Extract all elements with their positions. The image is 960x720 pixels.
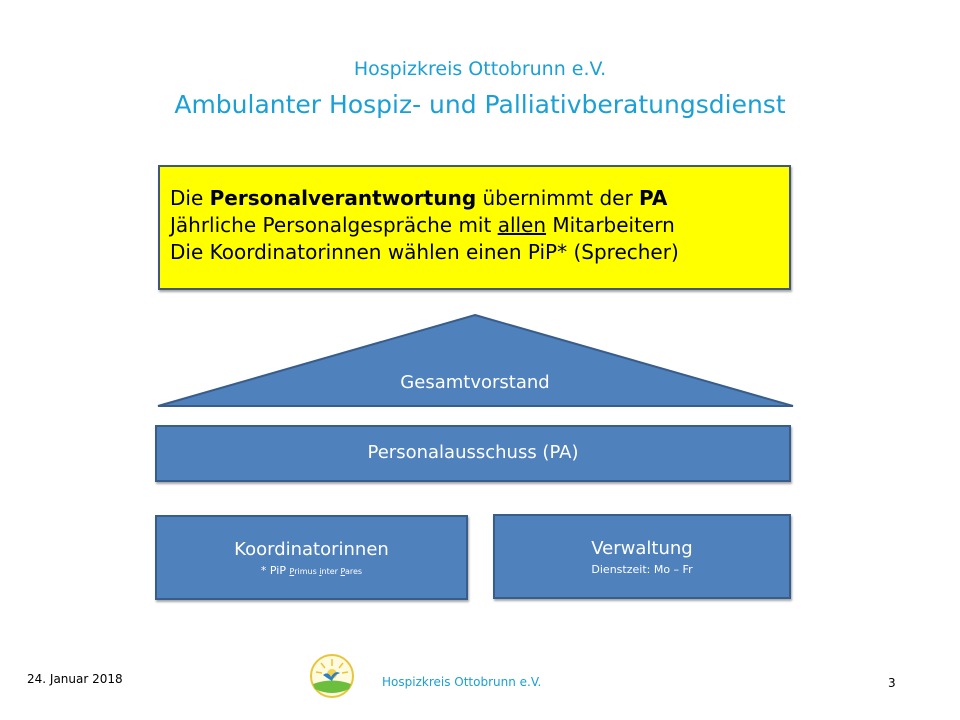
footer-org: Hospizkreis Ottobrunn e.V. [382,675,542,689]
footer-date: 24. Januar 2018 [27,672,123,686]
hospice-logo-icon [309,653,355,699]
page-number: 3 [888,676,896,690]
personalausschuss-label: Personalausschuss (PA) [367,442,579,463]
gesamtvorstand-roof [155,312,797,412]
koordinatorinnen-title: Koordinatorinnen [234,539,389,560]
pip-ares: ares [344,567,363,576]
pip-label: * PiP [260,564,290,577]
note-line-1-bold: Personalverantwortung [209,186,477,210]
personalausschuss-box [155,425,791,482]
note-line-1-bold-pa: PA [639,186,668,210]
pip-letter-p: P [289,567,295,576]
note-line-2 [170,212,789,239]
verwaltung-title: Verwaltung [591,538,693,559]
pip-rimus: rimus [294,567,320,576]
org-subtitle: Hospizkreis Ottobrunn e.V. [353,58,607,80]
verwaltung-note: Dienstzeit: Mo – Fr [591,563,693,576]
verwaltung-box [493,514,791,599]
pip-letter-p2: P [340,567,345,576]
koordinatorinnen-box [155,515,468,600]
slide-title: Ambulanter Hospiz- und Palliativberatungsdienst [174,90,786,119]
primus-inter-pares [290,567,363,576]
note-line-3: Die Koordinatorinnen wählen einen PiP* (Sprecher) [170,240,679,264]
koordinatorinnen-note [157,564,466,577]
note-line-1-mid: übernimmt der [476,186,640,210]
note-line-2-underline: allen [497,213,547,237]
note-line-2-post: Mitarbeitern [546,213,675,237]
note-line-1-text: Die [170,186,210,210]
personnel-note-box [158,165,791,290]
pip-nter: nter [321,567,341,576]
pip-letter-i: i [319,567,322,576]
note-line-2-text: Jährliche Personalgespräche mit [170,213,498,237]
gesamtvorstand-label: Gesamtvorstand [400,372,550,393]
note-line-1 [170,185,789,212]
